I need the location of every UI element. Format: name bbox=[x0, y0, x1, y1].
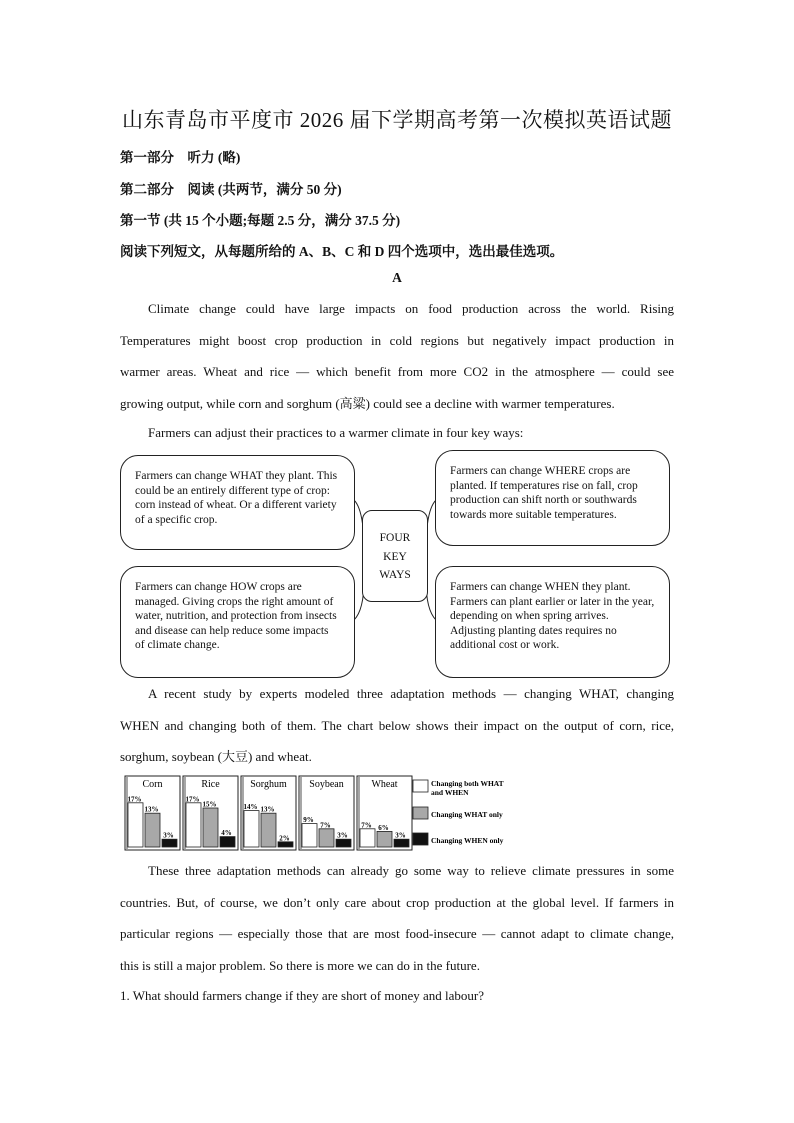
category-label: Rice bbox=[201, 779, 220, 790]
bar bbox=[128, 803, 143, 847]
when-box: Farmers can change WHEN they plant. Farmers can plant earlier or later in the year, depending on when spring arrives. Adjusting planting dates requires no additional cost or work. bbox=[435, 566, 670, 678]
data-label: 3% bbox=[163, 831, 174, 840]
paragraph-3 bbox=[120, 678, 674, 773]
paragraph-2: Farmers can adjust their practices to a warmer climate in four key ways: bbox=[148, 425, 524, 440]
part2-heading: 第二部分 阅读 (共两节，满分 50 分) bbox=[120, 182, 342, 197]
center-word: WAYS bbox=[379, 569, 411, 581]
legend-label: Changing WHAT only bbox=[431, 810, 503, 819]
bar bbox=[319, 829, 334, 847]
para4-line: These three adaptation methods can already go some way to relieve climate pressures in some bbox=[148, 863, 674, 878]
para1-line: growing output, while corn and sorghum (高粱) could see a decline with warmer temperatures. bbox=[120, 395, 615, 411]
passage-label: A bbox=[392, 270, 402, 285]
data-label: 7% bbox=[320, 821, 331, 830]
bar bbox=[302, 824, 317, 847]
data-label: 13% bbox=[260, 805, 275, 814]
bar bbox=[145, 813, 160, 847]
data-label: 13% bbox=[144, 805, 159, 814]
bar bbox=[377, 831, 392, 847]
bar bbox=[162, 839, 177, 847]
adaptation-chart bbox=[124, 774, 524, 854]
legend-swatch bbox=[413, 833, 428, 845]
bar bbox=[360, 829, 375, 847]
para1-line: Temperatures might boost crop production in cold regions but negatively impact production in bbox=[120, 332, 674, 348]
bar bbox=[186, 803, 201, 847]
part1-heading: 第一部分 听力 (略) bbox=[120, 150, 241, 165]
four-key-ways-box bbox=[362, 510, 428, 602]
bar bbox=[203, 808, 218, 847]
bar bbox=[220, 837, 235, 847]
bar bbox=[394, 839, 409, 847]
para1-line: Climate change could have large impacts on food production across the world. Rising bbox=[148, 301, 674, 316]
data-label: 6% bbox=[378, 823, 389, 832]
data-label: 17% bbox=[185, 795, 200, 804]
data-label: 2% bbox=[279, 834, 290, 843]
question-1: 1. What should farmers change if they are short of money and labour? bbox=[120, 988, 484, 1003]
data-label: 9% bbox=[303, 816, 314, 825]
para3-line: sorghum, soybean (大豆) and wheat. bbox=[120, 749, 312, 764]
data-label: 3% bbox=[337, 831, 348, 840]
legend-label: Changing both WHAT bbox=[431, 779, 504, 788]
category-label: Corn bbox=[142, 779, 163, 790]
data-label: 7% bbox=[361, 821, 372, 830]
bar bbox=[261, 813, 276, 847]
category-label: Sorghum bbox=[250, 779, 287, 790]
data-label: 4% bbox=[221, 829, 232, 838]
instruction-text: 阅读下列短文，从每题所给的 A、B、C 和 D 四个选项中，选出最佳选项。 bbox=[120, 244, 564, 259]
how-box: Farmers can change HOW crops are managed. Giving crops the right amount of water, nutrition, and protection from insects and disease can help reduce some impacts of climate change. bbox=[120, 566, 355, 678]
category-label: Wheat bbox=[371, 779, 398, 790]
paragraph-1 bbox=[120, 293, 674, 419]
para4-line: countries. But, of course, we don’t only care about crop production at the global level. If farmers in bbox=[120, 894, 674, 910]
four-key-ways-diagram bbox=[118, 450, 672, 680]
paragraph-4 bbox=[120, 855, 674, 981]
data-label: 14% bbox=[243, 803, 258, 812]
category-label: Soybean bbox=[309, 779, 344, 790]
what-box: Farmers can change WHAT they plant. This could be an entirely different type of crop: corn instead of wheat. Or a different variety of a specific crop. bbox=[120, 455, 355, 550]
data-label: 3% bbox=[395, 831, 406, 840]
data-label: 17% bbox=[127, 795, 142, 804]
para4-line: this is still a major problem. So there is more we can do in the future. bbox=[120, 957, 480, 973]
where-box: Farmers can change WHERE crops are planted. If temperatures rise on fall, crop production can shift north or southwards towards more suitable temperatures. bbox=[435, 450, 670, 546]
legend-label: Changing WHEN only bbox=[431, 836, 504, 845]
para3-line: WHEN and changing both of them. The chart below shows their impact on the output of corn, rice, bbox=[120, 717, 674, 733]
legend-label: and WHEN bbox=[431, 788, 469, 797]
data-label: 15% bbox=[202, 800, 217, 809]
para1-line: warmer areas. Wheat and rice — which benefit from more CO2 in the atmosphere — could see bbox=[120, 364, 674, 379]
bar bbox=[336, 839, 351, 847]
para3-line: A recent study by experts modeled three adaptation methods — changing WHAT, changing bbox=[148, 686, 674, 701]
legend-swatch bbox=[413, 807, 428, 819]
section1-heading: 第一节 (共 15 个小题;每题 2.5 分，满分 37.5 分) bbox=[120, 213, 401, 228]
page-title: 山东青岛市平度市 2026 届下学期高考第一次模拟英语试题 bbox=[122, 108, 672, 132]
center-word: FOUR bbox=[379, 532, 411, 544]
legend-swatch bbox=[413, 780, 428, 792]
bar bbox=[244, 811, 259, 847]
bar bbox=[278, 842, 293, 847]
para4-line: particular regions — especially those that are most food-insecure — cannot adapt to climate change, bbox=[120, 926, 674, 941]
center-word: KEY bbox=[383, 550, 407, 563]
